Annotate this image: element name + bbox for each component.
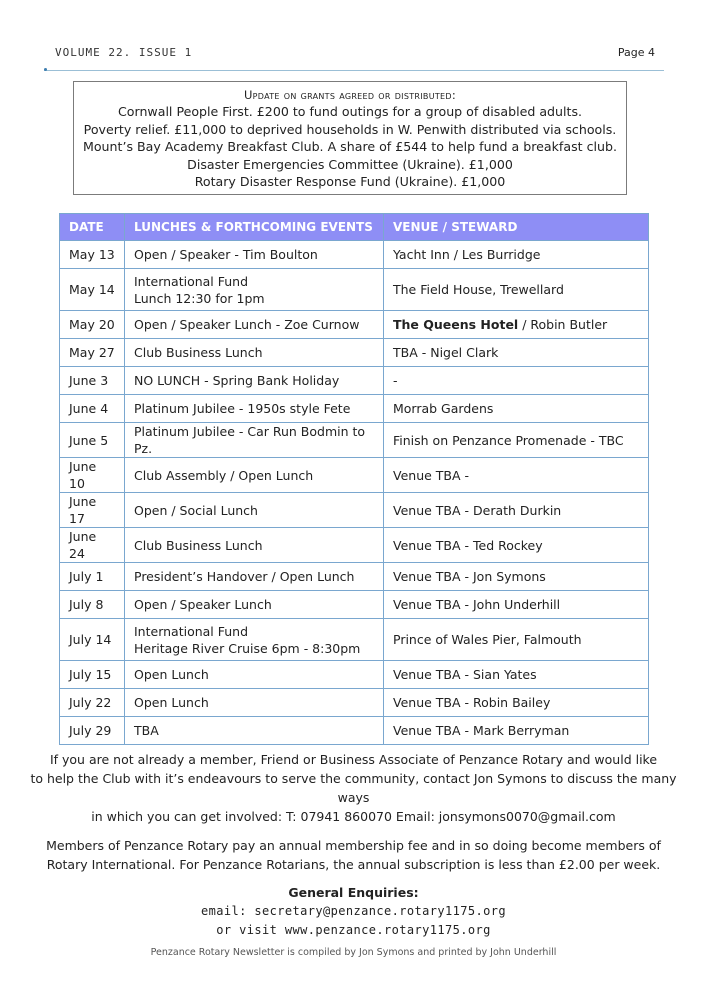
event-cell: TBA (125, 717, 384, 745)
table-row (60, 241, 649, 269)
event-line: Lunch 12:30 for 1pm (134, 290, 265, 306)
event-cell: Open / Speaker Lunch - Zoe Curnow (125, 311, 384, 339)
events-table (59, 213, 649, 745)
event-line: International Fund (134, 273, 249, 289)
venue-cell: The Field House, Trewellard (384, 269, 649, 311)
venue-cell: Morrab Gardens (384, 395, 649, 423)
date-cell: July 22 (60, 689, 125, 717)
venue-cell: Yacht Inn / Les Burridge (384, 241, 649, 269)
volume-issue: VOLUME 22. ISSUE 1 (55, 46, 193, 59)
date-cell: June 10 (60, 458, 125, 493)
table-row (60, 458, 649, 493)
event-cell: Club Business Lunch (125, 528, 384, 563)
grant-line: Rotary Disaster Response Fund (Ukraine). £1,000 (194, 174, 506, 190)
date-cell: June 17 (60, 493, 125, 528)
date-cell: June 24 (60, 528, 125, 563)
venue-cell: Venue TBA - John Underhill (384, 591, 649, 619)
table-row (60, 339, 649, 367)
table-row (60, 311, 649, 339)
footer (20, 750, 687, 962)
table-row (60, 717, 649, 745)
contact-text: in which you can get involved: T: 07941 860070 Email: jonsymons0070@gmail.com (91, 809, 616, 824)
enquiries-email: email: secretary@penzance.rotary1175.org (201, 904, 506, 918)
date-cell: June 5 (60, 423, 125, 458)
grant-line: Mount’s Bay Academy Breakfast Club. A share of £544 to help fund a breakfast club. (82, 139, 617, 155)
grant-line: Disaster Emergencies Committee (Ukraine). £1,000 (187, 156, 513, 172)
event-cell: Open / Social Lunch (125, 493, 384, 528)
venue-cell: Venue TBA - Derath Durkin (384, 493, 649, 528)
venue-name: The Queens Hotel (393, 317, 519, 332)
venue-cell: Finish on Penzance Promenade - TBC (384, 423, 649, 458)
table-row (60, 619, 649, 661)
table-row (60, 395, 649, 423)
table-row (60, 591, 649, 619)
venue-cell (384, 311, 649, 339)
event-cell: NO LUNCH - Spring Bank Holiday (125, 367, 384, 395)
date-cell: June 3 (60, 367, 125, 395)
date-cell: July 15 (60, 661, 125, 689)
grants-title: Update on grants agreed or distributed: (243, 88, 457, 102)
table-header-row (60, 214, 649, 241)
subscription-text: Members of Penzance Rotary pay an annual membership fee and in so doing become members of (46, 838, 661, 853)
date-cell: May 14 (60, 269, 125, 311)
table-row (60, 689, 649, 717)
header-rule-dot (44, 68, 47, 71)
venue-cell: Venue TBA - (384, 458, 649, 493)
event-cell: Club Business Lunch (125, 339, 384, 367)
page-number: Page 4 (617, 46, 655, 59)
enquiries-website: or visit www.penzance.rotary1175.org (216, 923, 491, 937)
membership-text: If you are not already a member, Friend or Business Associate of Penzance Rotary and would like (49, 752, 658, 767)
date-cell: July 29 (60, 717, 125, 745)
event-cell (125, 269, 384, 311)
event-cell: Open / Speaker - Tim Boulton (125, 241, 384, 269)
newsletter-credit: Penzance Rotary Newsletter is compiled by Jon Symons and printed by John Underhill (150, 947, 557, 958)
event-cell: Platinum Jubilee - Car Run Bodmin to Pz. (125, 423, 384, 458)
venue-cell: Venue TBA - Robin Bailey (384, 689, 649, 717)
venue-steward: / Robin Butler (518, 317, 608, 332)
event-line: International Fund (134, 623, 249, 639)
table-row (60, 528, 649, 563)
header-events: LUNCHES & FORTHCOMING EVENTS (125, 214, 384, 241)
venue-cell: Venue TBA - Ted Rockey (384, 528, 649, 563)
grant-line: Poverty relief. £11,000 to deprived households in W. Penwith distributed via schools. (83, 121, 617, 137)
date-cell: June 4 (60, 395, 125, 423)
grants-box (73, 81, 627, 195)
venue-cell: Venue TBA - Sian Yates (384, 661, 649, 689)
venue-cell: Venue TBA - Jon Symons (384, 563, 649, 591)
event-cell: Open Lunch (125, 661, 384, 689)
table-row (60, 423, 649, 458)
date-cell: July 14 (60, 619, 125, 661)
date-cell: July 1 (60, 563, 125, 591)
table-row (60, 367, 649, 395)
date-cell: May 27 (60, 339, 125, 367)
membership-text: to help the Club with it’s endeavours to serve the community, contact Jon Symons to discuss the many ways (30, 771, 677, 805)
venue-cell: - (384, 367, 649, 395)
venue-cell: Prince of Wales Pier, Falmouth (384, 619, 649, 661)
header-date: DATE (60, 214, 125, 241)
table-row (60, 563, 649, 591)
table-row (60, 269, 649, 311)
grant-line: Cornwall People First. £200 to fund outings for a group of disabled adults. (117, 104, 583, 119)
date-cell: May 13 (60, 241, 125, 269)
event-cell: Open Lunch (125, 689, 384, 717)
date-cell: July 8 (60, 591, 125, 619)
header-venue: VENUE / STEWARD (384, 214, 649, 241)
event-cell (125, 619, 384, 661)
event-cell: Club Assembly / Open Lunch (125, 458, 384, 493)
event-cell: Open / Speaker Lunch (125, 591, 384, 619)
table-row (60, 493, 649, 528)
page-header (55, 46, 655, 60)
event-line: Heritage River Cruise 6pm - 8:30pm (134, 640, 361, 656)
event-cell: Platinum Jubilee - 1950s style Fete (125, 395, 384, 423)
venue-cell: TBA - Nigel Clark (384, 339, 649, 367)
enquiries-title: General Enquiries: (288, 885, 419, 900)
header-rule (44, 70, 664, 71)
event-cell: President’s Handover / Open Lunch (125, 563, 384, 591)
venue-cell: Venue TBA - Mark Berryman (384, 717, 649, 745)
date-cell: May 20 (60, 311, 125, 339)
table-row (60, 661, 649, 689)
subscription-text: Rotary International. For Penzance Rotarians, the annual subscription is less than £2.00 per week. (46, 857, 661, 872)
